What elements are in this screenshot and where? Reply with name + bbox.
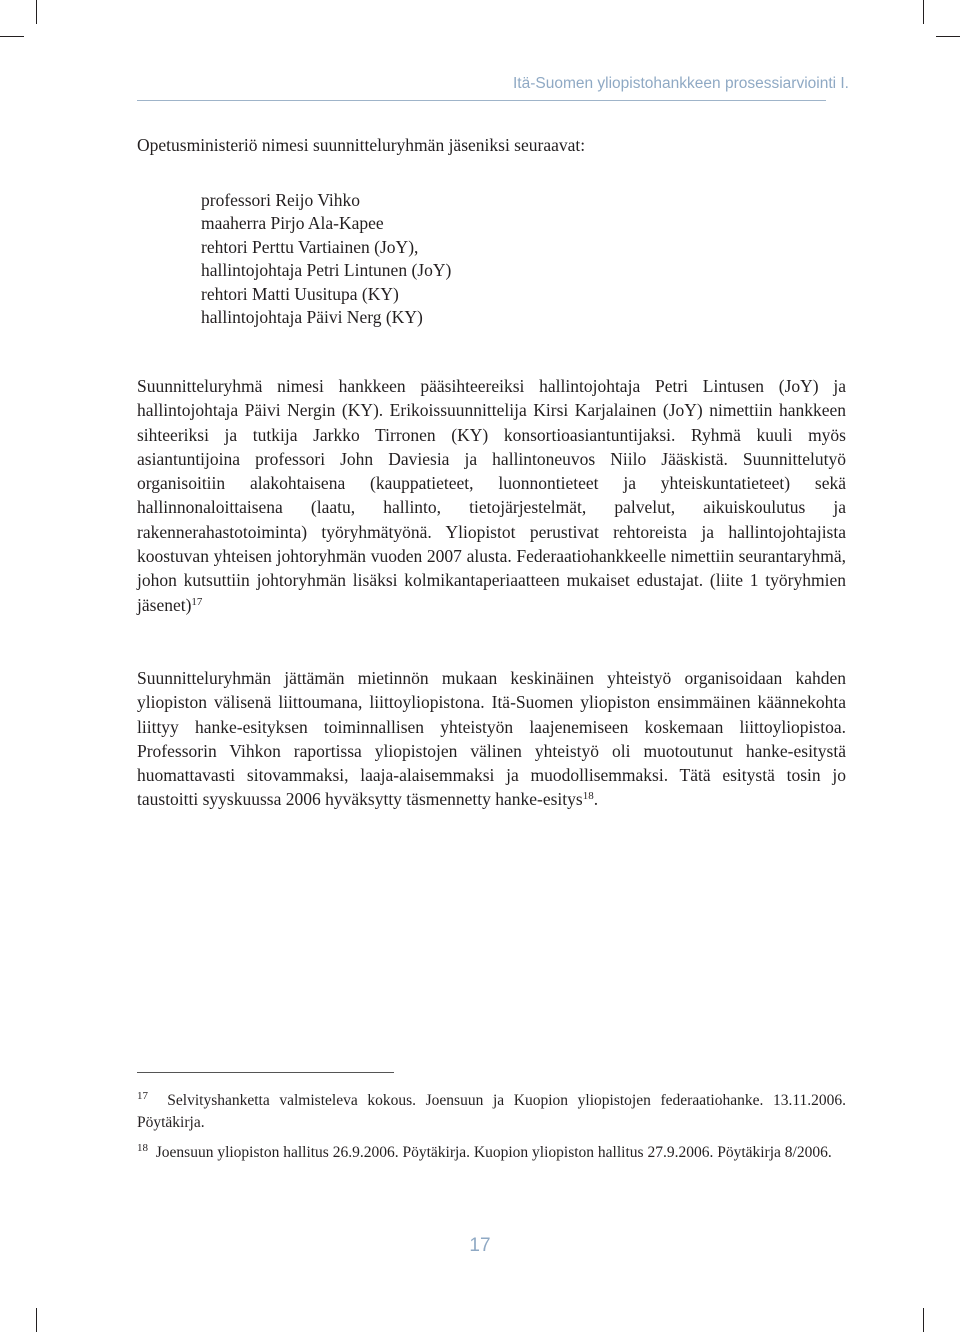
footnote-18 [137, 1142, 846, 1164]
footnote-ref-17[interactable]: 17 [191, 595, 203, 608]
footnote-number: 17 [137, 1090, 148, 1102]
list-item: hallintojohtaja Päivi Nerg (KY) [201, 307, 423, 328]
list-item: rehtori Perttu Vartiainen (JoY), [201, 236, 419, 257]
list-item: professori Reijo Vihko [201, 190, 361, 210]
footnote-ref-18[interactable]: 18 [582, 790, 594, 803]
header-rule [137, 100, 826, 101]
list-item: maaherra Pirjo Ala-Kapee [201, 213, 384, 234]
paragraph-1 [137, 374, 846, 617]
crop-mark [0, 36, 24, 37]
paragraph-text: Suunnitteluryhmän jättämän mietinnön mukaan keskinäinen yhteistyö organisoidaan kahden yliopiston välisenä liittoumana, liittoyliopistona. Itä-Suomen yliopiston ensimmäinen käännekohta liittyy hanke-esityksen toiminnallisen yhteistyön laajenemiseen koskemaan liittoyliopistoa. Professorin Vihkon raportissa yliopistojen välinen yhteistyö oli muotoutunut hanke-esitystä huomattavasti sitovammaksi, laaja-alaisemmaksi ja muodollisemmaksi. Tätä esitystä tosin jo taustoitti syyskuussa 2006 hyväksytty täsmennetty hanke-esitys [137, 668, 846, 810]
footnote-text: Joensuun yliopiston hallitus 26.9.2006. Pöytäkirja. Kuopion yliopiston hallitus 27.9.2006. Pöytäkirja 8/2006. [155, 1144, 832, 1161]
running-header: Itä-Suomen yliopistohankkeen prosessiarviointi I. [512, 75, 849, 92]
paragraph-end: . [593, 789, 599, 810]
crop-mark [36, 0, 37, 24]
footnote-rule [137, 1072, 394, 1073]
list-item: hallintojohtaja Petri Lintunen (JoY) [201, 260, 452, 281]
crop-mark [36, 1308, 37, 1332]
footnote-text: Selvityshanketta valmisteleva kokous. Joensuun ja Kuopion yliopistojen federaatiohanke. 13.11.2006. Pöytäkirja. [137, 1092, 847, 1131]
paragraph-2 [137, 666, 846, 812]
member-list [201, 189, 451, 329]
crop-mark [923, 1308, 924, 1332]
list-item: rehtori Matti Uusitupa (KY) [201, 283, 399, 304]
paragraph-text: Suunnitteluryhmä nimesi hankkeen pääsihteereiksi hallintojohtaja Petri Lintusen (JoY) ja hallintojohtaja Päivi Nergin (KY). Erikoissuunnittelija Kirsi Karjalainen (JoY) nimettiin hankkeen sihteeriksi ja tutkija Jarkko Tirronen (KY) konsortioasiantuntijaksi. Ryhmä kuuli myös asiantuntijoina professori John Daviesia ja hallintoneuvos Niilo Jääskistä. Suunnittelutyö organisoitiin alakohtaisena (kauppatieteet, luonnontieteet ja yhteiskuntatieteet) sekä hallinnonaloittaisena (laatu, hallinto, tietojärjestelmät, palvelut, aikuiskoulutus ja rakennerahastotoiminta) työryhmätyönä. Yliopistot perustivat rehtoreista ja hallintojohtajista koostuvan yhteisen johtoryhmän vuoden 2007 alusta. Federaatiohankkeelle nimettiin seurantaryhmä, johon kutsuttiin johtoryhmän lisäksi kolmikantaperiaatteen mukaiset edustajat. (liite 1 työryhmien jäsenet) [137, 376, 846, 615]
page-number: 17 [469, 1235, 491, 1256]
crop-mark [923, 0, 924, 24]
footnote-number: 18 [137, 1142, 148, 1154]
intro-line: Opetusministeriö nimesi suunnitteluryhmän jäseniksi seuraavat: [137, 135, 586, 155]
crop-mark [936, 36, 960, 37]
footnote-17 [137, 1090, 846, 1134]
